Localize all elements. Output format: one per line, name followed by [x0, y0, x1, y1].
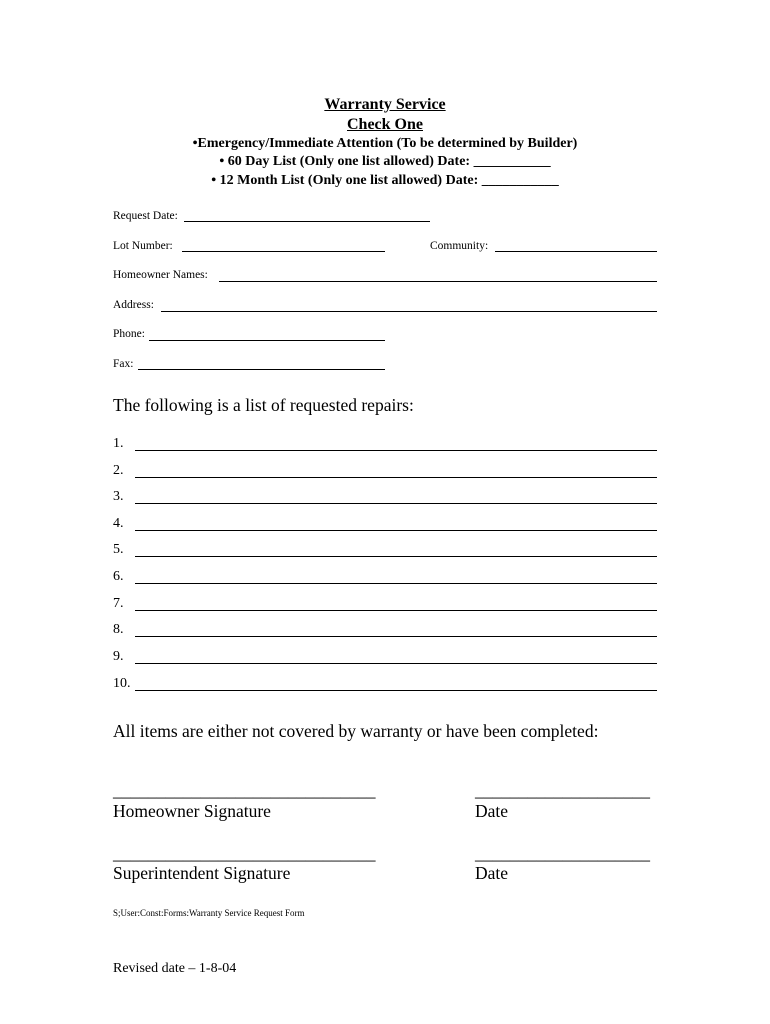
repair-line-4[interactable] [135, 530, 657, 531]
repairs-heading: The following is a list of requested repairs: [113, 395, 414, 415]
repair-line-10[interactable] [135, 690, 657, 691]
form-title: Warranty Service [324, 96, 446, 113]
repair-line-8[interactable] [135, 636, 657, 637]
fax-field[interactable] [138, 369, 385, 370]
repair-line-2[interactable] [135, 477, 657, 478]
request-date-label: Request Date: [113, 210, 178, 222]
repair-number: 7. [113, 596, 124, 611]
repair-number: 4. [113, 516, 124, 531]
phone-label: Phone: [113, 328, 145, 340]
repair-line-5[interactable] [135, 556, 657, 557]
repair-number: 9. [113, 649, 124, 664]
superintendent-signature-label: Superintendent Signature [113, 863, 291, 883]
homeowner-date-label: Date [475, 801, 509, 821]
repair-line-7[interactable] [135, 610, 657, 611]
superintendent-date-line[interactable]: ____________________ [475, 843, 650, 863]
superintendent-signature-line[interactable]: ______________________________ [113, 843, 376, 863]
file-path-note: S;User:Const:Forms:Warranty Service Request Form [113, 908, 305, 918]
repair-line-3[interactable] [135, 503, 657, 504]
repair-number: 2. [113, 463, 124, 478]
option-emergency[interactable]: •Emergency/Immediate Attention (To be determined by Builder) [192, 136, 578, 151]
homeowner-signature-line[interactable]: ______________________________ [113, 780, 376, 800]
address-label: Address: [113, 299, 154, 311]
completion-statement: All items are either not covered by warranty or have been completed: [113, 721, 599, 741]
community-label: Community: [430, 240, 489, 252]
repair-number: 8. [113, 622, 124, 637]
community-field[interactable] [495, 251, 657, 252]
fax-label: Fax: [113, 358, 134, 370]
repair-number: 3. [113, 489, 124, 504]
address-field[interactable] [161, 311, 657, 312]
repair-number: 1. [113, 436, 124, 451]
repair-number: 5. [113, 542, 124, 557]
superintendent-date-label: Date [475, 863, 509, 883]
homeowner-names-label: Homeowner Names: [113, 269, 208, 281]
repair-number: 10. [113, 676, 131, 691]
homeowner-date-line[interactable]: ____________________ [475, 780, 650, 800]
lot-number-field[interactable] [182, 251, 385, 252]
check-one-heading: Check One [347, 116, 423, 133]
lot-number-label: Lot Number: [113, 240, 173, 252]
request-date-field[interactable] [184, 221, 430, 222]
option-12-month[interactable]: • 12 Month List (Only one list allowed) Date: ___________ [211, 173, 559, 188]
repair-line-6[interactable] [135, 583, 657, 584]
homeowner-signature-label: Homeowner Signature [113, 801, 271, 821]
revised-date: Revised date – 1-8-04 [113, 961, 237, 976]
repair-line-9[interactable] [135, 663, 657, 664]
option-60-day[interactable]: • 60 Day List (Only one list allowed) Date: ___________ [219, 154, 551, 169]
repair-line-1[interactable] [135, 450, 657, 451]
homeowner-names-field[interactable] [219, 281, 657, 282]
repair-number: 6. [113, 569, 124, 584]
phone-field[interactable] [149, 340, 385, 341]
